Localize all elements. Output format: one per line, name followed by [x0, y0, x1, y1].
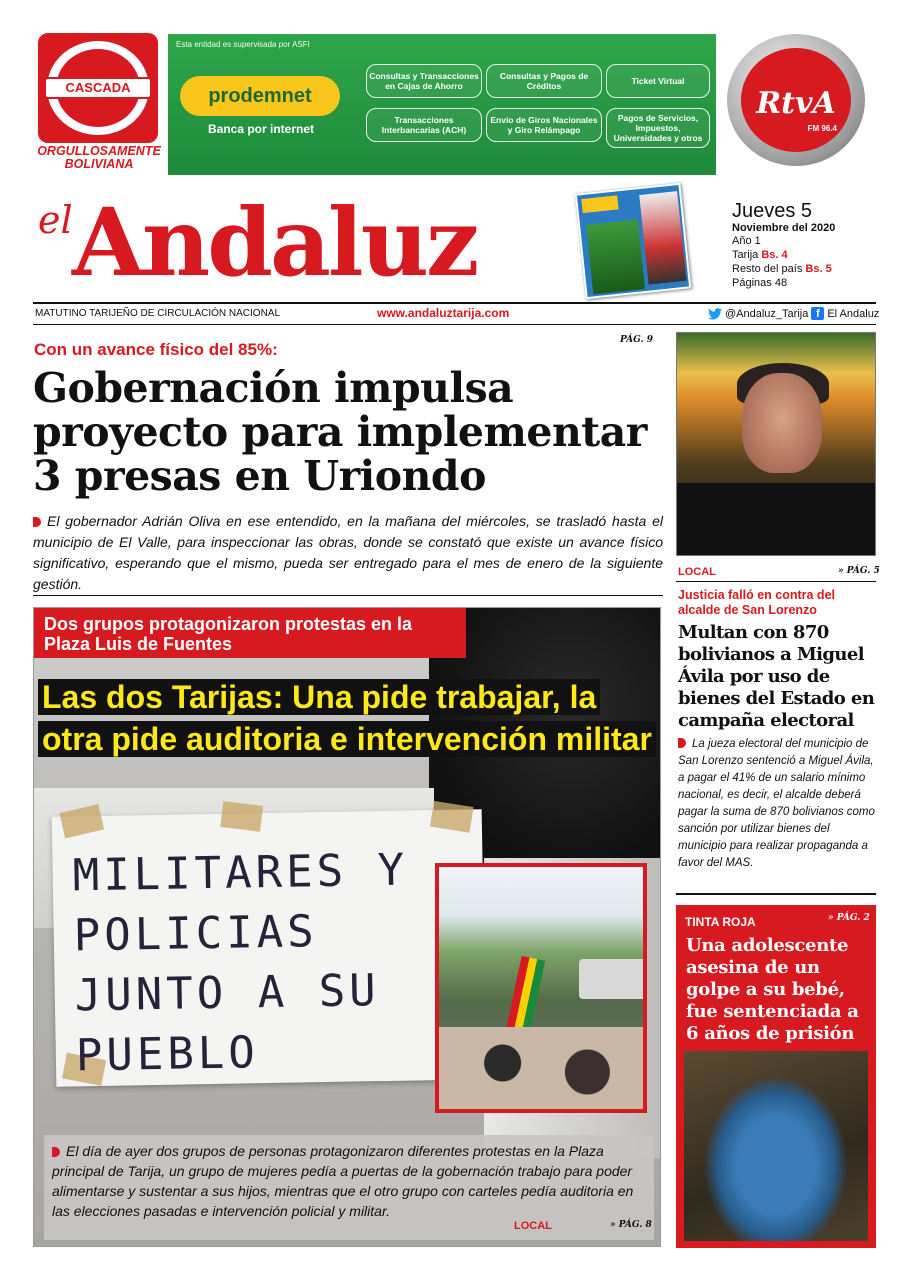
feature-photo-story: [33, 607, 661, 1247]
facebook-icon: f: [811, 307, 824, 320]
protest-sign-text: MILITARES Y POLICIAS JUNTO A SU PUEBLO: [72, 844, 409, 1082]
issue-info: [732, 200, 872, 290]
twitter-handle[interactable]: @Andaluz_Tarija: [725, 307, 809, 320]
local-section-label: LOCAL: [678, 566, 716, 578]
website-link[interactable]: www.andaluztarija.com: [377, 306, 510, 320]
miguel-avila-photo: [676, 332, 876, 556]
lead-summary: El gobernador Adrián Oliva en ese entendido, en la mañana del miércoles, se trasladó hasta el municipio de El Valle, para inspeccionar las obras, donde se constató que existe un avance físico significativo, esperando que el mismo, pueda ser entregado para el mes de enero de la siguiente gestión.: [33, 513, 663, 592]
twitter-icon: [708, 308, 722, 320]
masthead-el: el: [38, 198, 73, 242]
inset-protest-photo: [435, 863, 647, 1113]
prodem-service: Consultas y Transacciones en Cajas de Ahorro: [366, 64, 482, 98]
page-count: Páginas 48: [732, 277, 788, 289]
divider: [33, 324, 876, 325]
cascada-brand: CASCADA: [44, 77, 152, 99]
prodem-supervision-note: Esta entidad es supervisada por ASFI: [176, 40, 310, 49]
local-headline[interactable]: Multan con 870 bolivianos a Miguel Ávila por uso de bienes del Estado en campaña electoral: [678, 622, 875, 731]
issue-year: Año 1: [732, 235, 761, 247]
rtva-radio-logo: [727, 34, 865, 166]
prodem-service: Consultas y Pagos de Créditos: [486, 64, 602, 98]
lead-page-reference: PÁG. 9: [620, 335, 653, 345]
prodem-service: Envío de Giros Nacionales y Giro Relámpago: [486, 108, 602, 142]
local-summary: La jueza electoral del municipio de San Lorenzo sentenció a Miguel Ávila, a pagar el 41% de un salario mínimo nacional, es decir, el alcalde deberá pagar la suma de 870 bolivianos como sanción por utilizar bienes del municipio para realizar propaganda a favor del MAS.: [678, 738, 875, 869]
divider: [676, 893, 876, 895]
lead-headline[interactable]: Gobernación impulsa proyecto para implementar 3 presas en Uriondo: [33, 364, 647, 500]
tinta-roja-page-reference: » PÁG. 2: [828, 913, 870, 923]
tinta-roja-section-label: TINTA ROJA: [685, 915, 756, 929]
price-country: Resto del país Bs. 5: [732, 263, 832, 275]
tinta-roja-photo: [684, 1051, 868, 1241]
masthead-title: Andaluz: [72, 188, 477, 298]
cascada-tagline: ORGULLOSAMENTE BOLIVIANA: [37, 144, 161, 171]
feature-kicker: Dos grupos protagonizaron protestas en la Plaza Luis de Fuentes: [34, 608, 466, 658]
masthead-tagline: MATUTINO TARIJEÑO DE CIRCULACIÓN NACIONAL: [35, 308, 281, 319]
divider: [676, 581, 876, 582]
divider: [33, 595, 663, 596]
lead-kicker: Con un avance físico del 85%:: [34, 340, 278, 359]
feature-headline[interactable]: Las dos Tarijas: Una pide trabajar, la otra pide auditoria e intervención militar: [38, 676, 658, 760]
prodem-service: Pagos de Servicios, Impuestos, Universidades y otros: [606, 108, 710, 148]
cascada-logo: [38, 33, 158, 143]
prodem-subtitle: Banca por internet: [208, 122, 315, 136]
prodem-service: Ticket Virtual: [606, 64, 710, 98]
supplement-cover-thumbnail: [575, 183, 691, 299]
bullet-icon: [52, 1147, 60, 1157]
price-tarija: Tarija Bs. 4: [732, 249, 788, 261]
prodem-service: Transacciones Interbancarias (ACH): [366, 108, 482, 142]
bullet-icon: [33, 517, 41, 527]
feature-section-label: LOCAL: [514, 1220, 552, 1232]
rtva-frequency: FM 96.4: [807, 124, 837, 133]
bullet-icon: [678, 738, 686, 748]
local-kicker: Justicia falló en contra del alcalde de San Lorenzo: [678, 588, 835, 617]
protest-sign: [52, 809, 487, 1086]
issue-date: Noviembre del 2020: [732, 222, 836, 234]
feature-page-reference: » PÁG. 8: [610, 1220, 652, 1230]
tinta-roja-headline[interactable]: Una adolescente asesina de un golpe a su bebé, fue sentenciada a 6 años de prisión: [686, 935, 859, 1044]
issue-day: Jueves 5: [732, 200, 813, 222]
rtva-brand: RtvA: [756, 86, 836, 121]
social-links: [708, 307, 879, 320]
local-page-reference: » PÁG. 5: [838, 566, 880, 576]
prodem-ad-banner[interactable]: [168, 34, 716, 175]
facebook-page[interactable]: El Andaluz: [827, 307, 880, 320]
divider: [33, 302, 876, 304]
tinta-roja-box: [676, 905, 876, 1248]
prodem-logo: prodemnet: [180, 76, 340, 116]
feature-caption: El día de ayer dos grupos de personas protagonizaron diferentes protestas en la Plaza principal de Tarija, un grupo de mujeres pedía a puertas de la gobernación trabajo para poder alimentarse y sustentar a sus hijos, mientras que el otro grupo con carteles pedía auditoria en las elecciones pasadas e intervención policial y militar.: [44, 1135, 654, 1240]
